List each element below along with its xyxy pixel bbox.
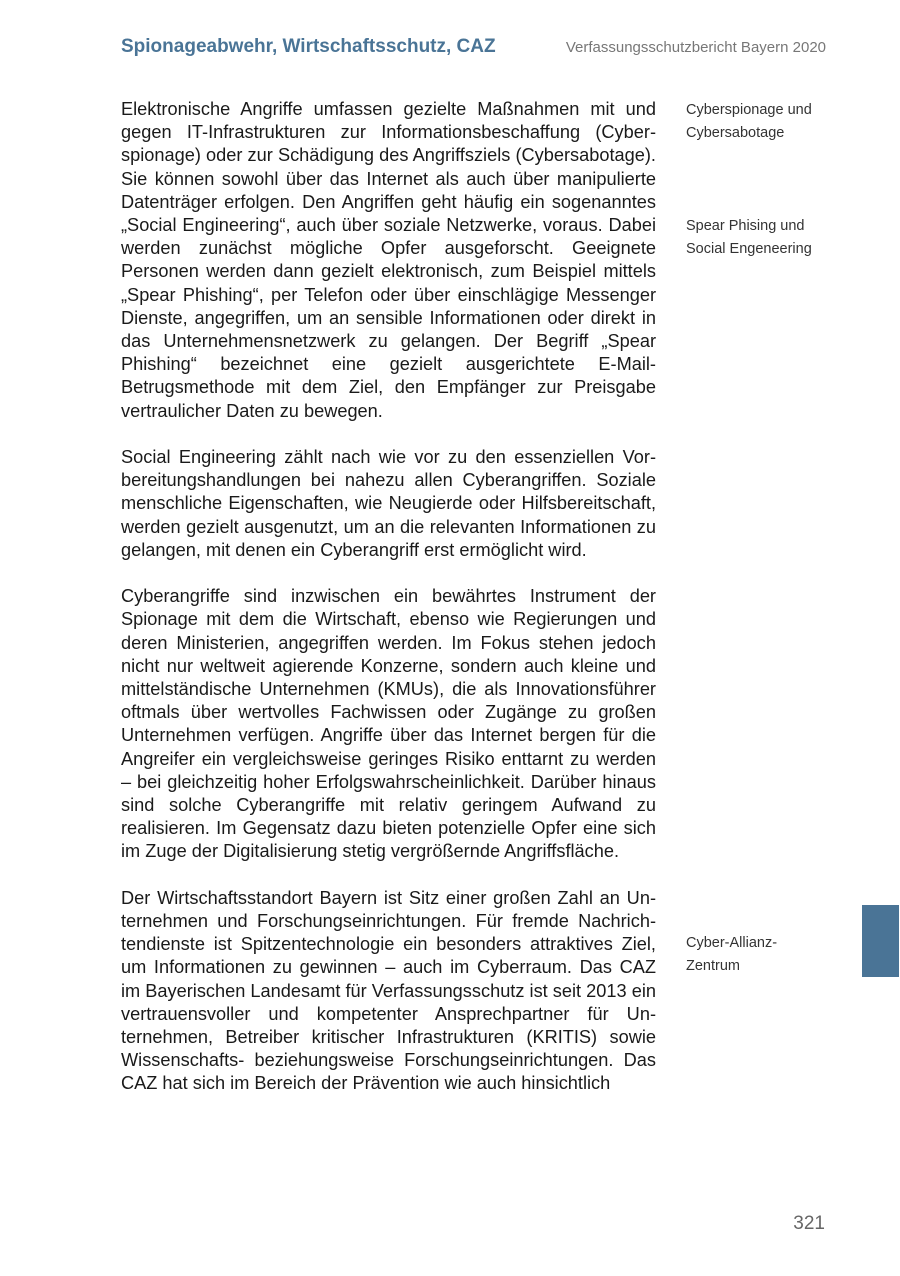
margin-note-spear-phishing	[686, 215, 836, 261]
margin-note-line: Cybersabotage	[686, 125, 785, 141]
report-title: Verfassungsschutzbericht Bayern 2020	[565, 39, 826, 56]
page-number: 321	[793, 1213, 825, 1234]
margin-note-cyberspionage	[686, 99, 836, 145]
paragraph-social-engineering: Social Engineering zählt nach wie vor zu den essenziellen Vorbereitungshandlungen bei nahezu allen Cyberangriffen. Soziale menschliche Eigenschaften, wie Neugierde oder Hilfsbereitschaft, werden gezielt ausgenutzt, um an die relevanten Informationen zu gelangen, mit denen ein Cyberangriff erst ermöglicht wird.	[121, 447, 656, 560]
paragraph-cyberattacks: Cyberangriffe sind inzwischen ein bewährtes Instrument der Spionage mit dem die Wirtschaft, ebenso wie Regierungen und deren Ministerien, angegriffen werden. Im Fokus stehen jedoch nicht nur weltweit agierende Konzerne, sondern auch kleine und mittelständische Unternehmen (KMUs), die als Innovationsführer oftmals über wertvolles Fachwissen oder Zugänge zu großen Unternehmen verfügen. Angriffe über das Internet bergen für die Angreifer ein vergleichsweise geringes Risiko enttarnt zu werden – bei gleichzeitig hoher Erfolgswahrscheinlichkeit. Darüber hinaus sind solche Cyberangriffe mit relativ geringem Aufwand zu realisieren. Im Gegensatz dazu bieten potenzielle Opfer eine sich im Zuge der Digitalisierung stetig vergrößernde Angriffsfläche.	[121, 586, 656, 862]
margin-note-line: Cyberspionage und	[686, 102, 812, 118]
margin-note-cyber-allianz	[686, 932, 836, 978]
margin-note-line: Cyber-Allianz-	[686, 935, 778, 951]
paragraph-bavaria-caz: Der Wirtschaftsstandort Bayern ist Sitz einer großen Zahl an Unternehmen und Forschungseinrichtungen. Für fremde Nachrichtendienste ist Spitzentechnologie ein besonders attraktives Ziel, um Informationen zu gewinnen – auch im Cyberraum. Das CAZ im Bayerischen Landesamt für Verfassungsschutz ist seit 2013 ein vertrauensvoller und kompetenter Ansprechpartner für Unternehmen, Betreiber kritischer Infrastrukturen (KRITIS) sowie Wissenschafts- beziehungsweise Forschungseinrichtungen. Das CAZ hat sich im Bereich der Prävention wie auch hinsichtlich	[121, 887, 656, 1094]
margin-note-line: Spear Phising und	[686, 218, 805, 234]
chapter-title: Spionageabwehr, Wirtschaftsschutz, CAZ	[121, 36, 496, 57]
chapter-side-tab	[862, 905, 899, 977]
body-text	[121, 98, 656, 1119]
margin-note-line: Zentrum	[686, 958, 740, 974]
margin-note-line: Social Engeneering	[686, 241, 812, 257]
paragraph-electronic-attacks: Elektronische Angriffe umfassen gezielte Maßnahmen mit und gegen IT-Infrastrukturen zur Informationsbeschaffung (Cyberspionage) oder zur Schädigung des Angriffsziels (Cybersabotage). Sie können sowohl über das Internet als auch über manipulierte Datenträger erfolgen. Den Angriffen geht häufig ein sogenanntes „Social Engineering“, auch über soziale Netzwerke, voraus. Dabei werden zunächst mögliche Opfer ausgeforscht. Geeignete Personen werden dann gezielt elektronisch, zum Beispiel mittels „Spear Phishing“, per Telefon oder über einschlägige Messenger Dienste, angegriffen, um an sensible Informationen oder direkt in das Unternehmensnetzwerk zu gelangen. Der Begriff „Spear Phishing“ bezeichnet eine gezielt ausgerichtete E-Mail-Betrugsmethode mit dem Ziel, den Empfänger zur Preisgabe vertraulicher Daten zu bewegen.	[121, 99, 656, 421]
